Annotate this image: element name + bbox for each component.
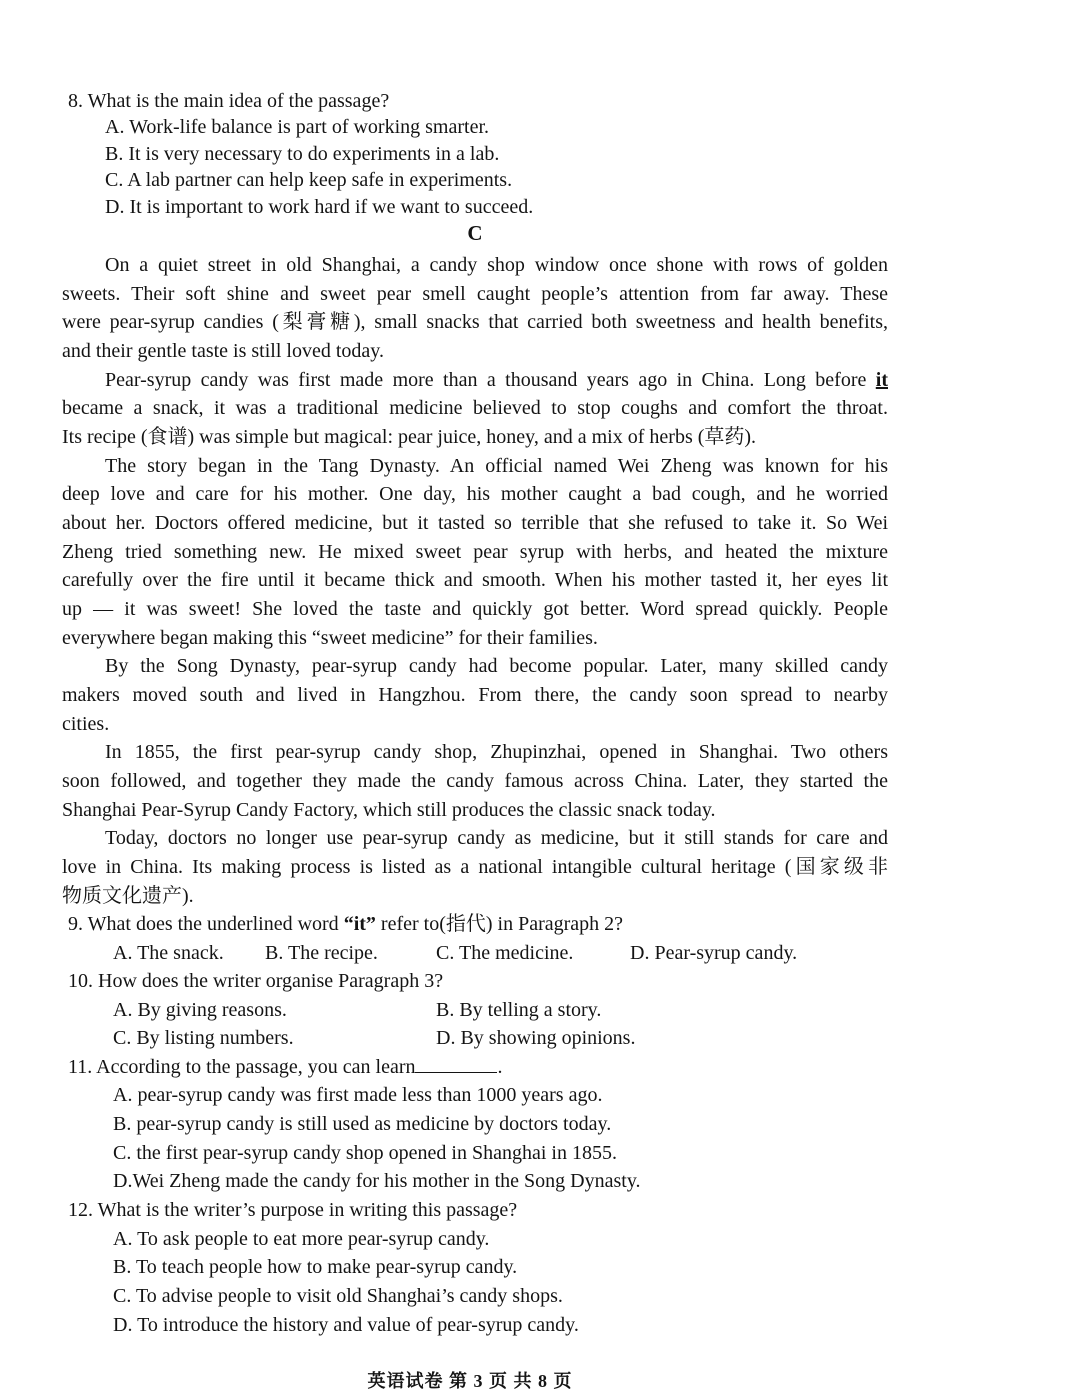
q9-option-c: C. The medicine. <box>436 942 574 964</box>
p5-line-2: soon followed, and together they made the candy famous across China. Later, they started the <box>62 770 888 792</box>
p2-line-1-text: Pear-syrup candy was first made more than a thousand years ago in China. Long before <box>105 369 876 391</box>
q10-option-b: B. By telling a story. <box>436 999 602 1021</box>
q12-stem: 12. What is the writer’s purpose in writing this passage? <box>68 1199 518 1221</box>
p4-line-2: makers moved south and lived in Hangzhou. From there, the candy soon spread to nearby <box>62 684 888 706</box>
q10-stem: 10. How does the writer organise Paragraph 3? <box>68 970 444 992</box>
p6-line-2: love in China. Its making process is listed as a national intangible cultural heritage (国家级非 <box>62 856 888 878</box>
page-footer: 英语试卷 第 3 页 共 8 页 <box>367 1371 573 1391</box>
q11-stem <box>68 1053 502 1081</box>
p2-line-1 <box>105 366 888 394</box>
p5-line-1: In 1855, the first pear-syrup candy shop, Zhupinzhai, opened in Shanghai. Two others <box>105 741 888 763</box>
q9-stem-bold: “it” <box>343 913 376 935</box>
p3-line-3: about her. Doctors offered medicine, but it tasted so terrible that she refused to take it. So Wei <box>62 512 888 534</box>
q11-option-a: A. pear-syrup candy was first made less than 1000 years ago. <box>113 1084 603 1106</box>
p4-line-3: cities. <box>62 713 110 735</box>
p6-line-3: 物质文化遗产). <box>62 885 194 907</box>
q11-option-d: D.Wei Zheng made the candy for his mother in the Song Dynasty. <box>113 1170 641 1192</box>
section-heading: C <box>467 221 483 245</box>
p1-line-2: sweets. Their soft shine and sweet pear smell caught people’s attention from far away. These <box>62 283 888 305</box>
q10-option-d: D. By showing opinions. <box>436 1027 636 1049</box>
q9-option-d: D. Pear-syrup candy. <box>630 942 798 964</box>
q8-stem: 8. What is the main idea of the passage? <box>68 90 390 112</box>
q12-option-b: B. To teach people how to make pear-syrup candy. <box>113 1256 518 1278</box>
q11-option-c: C. the first pear-syrup candy shop opened in Shanghai in 1855. <box>113 1142 617 1164</box>
q9-stem-after: refer to(指代) in Paragraph 2? <box>375 913 624 935</box>
q8-option-b: B. It is very necessary to do experiments in a lab. <box>105 143 500 165</box>
p2-line-2: became a snack, it was a traditional medicine believed to stop coughs and comfort the throat. <box>62 397 888 419</box>
q8-option-d: D. It is important to work hard if we want to succeed. <box>105 196 534 218</box>
p1-line-3: were pear-syrup candies (梨膏糖), small snacks that carried both sweetness and health benefits, <box>62 311 888 333</box>
p2-line-3: Its recipe (食谱) was simple but magical: pear juice, honey, and a mix of herbs (草药). <box>62 426 757 448</box>
q8-option-c: C. A lab partner can help keep safe in experiments. <box>105 169 513 191</box>
q9-stem <box>68 910 623 938</box>
q9-option-b: B. The recipe. <box>265 942 378 964</box>
p3-line-6: up — it was sweet! She loved the taste and quickly got better. Word spread quickly. People <box>62 598 888 620</box>
q9-option-a: A. The snack. <box>113 942 224 964</box>
p1-line-1: On a quiet street in old Shanghai, a candy shop window once shone with rows of golden <box>105 254 888 276</box>
q10-option-a: A. By giving reasons. <box>113 999 287 1021</box>
q9-stem-before: 9. What does the underlined word <box>68 913 344 935</box>
q11-stem-after: . <box>497 1056 503 1078</box>
q11-stem-before: 11. According to the passage, you can learn <box>68 1056 416 1078</box>
answer-blank <box>415 1054 497 1073</box>
q12-option-d: D. To introduce the history and value of pear-syrup candy. <box>113 1314 579 1336</box>
q8-option-a: A. Work-life balance is part of working smarter. <box>105 116 490 138</box>
p3-line-2: deep love and care for his mother. One day, his mother caught a bad cough, and he worried <box>62 483 888 505</box>
q11-option-b: B. pear-syrup candy is still used as medicine by doctors today. <box>113 1113 612 1135</box>
q12-option-c: C. To advise people to visit old Shanghai’s candy shops. <box>113 1285 563 1307</box>
p5-line-3: Shanghai Pear-Syrup Candy Factory, which still produces the classic snack today. <box>62 799 716 821</box>
p3-line-4: Zheng tried something new. He mixed sweet pear syrup with herbs, and heated the mixture <box>62 541 888 563</box>
p3-line-1: The story began in the Tang Dynasty. An official named Wei Zheng was known for his <box>105 455 888 477</box>
p3-line-5: carefully over the fire until it became thick and smooth. When his mother tasted it, her eyes lit <box>62 569 888 591</box>
q12-option-a: A. To ask people to eat more pear-syrup candy. <box>113 1228 490 1250</box>
q10-option-c: C. By listing numbers. <box>113 1027 294 1049</box>
underlined-it: it <box>875 369 888 391</box>
p4-line-1: By the Song Dynasty, pear-syrup candy had become popular. Later, many skilled candy <box>105 655 888 677</box>
p1-line-4: and their gentle taste is still loved today. <box>62 340 384 362</box>
p3-line-7: everywhere began making this “sweet medicine” for their families. <box>62 627 598 649</box>
p6-line-1: Today, doctors no longer use pear-syrup candy as medicine, but it still stands for care and <box>105 827 888 849</box>
